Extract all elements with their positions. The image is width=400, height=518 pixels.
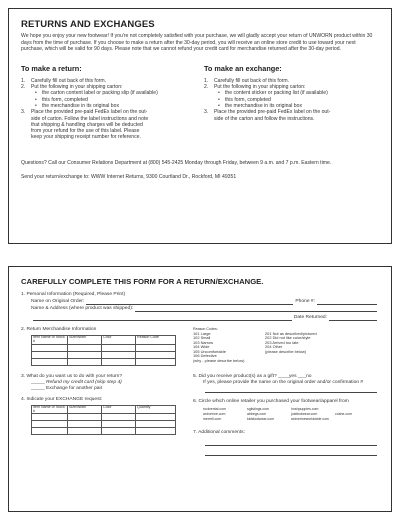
step-number: 3.	[204, 109, 209, 116]
step-text: Place the provided pre-paid FedEx label on the out-	[31, 109, 148, 116]
reason-codes-left	[193, 332, 265, 364]
retailer-option[interactable]: cushe.com	[335, 411, 352, 416]
step-item	[204, 116, 379, 122]
form-title: CAREFULLY COMPLETE THIS FORM FOR A RETURN/EXCHANGE.	[21, 277, 264, 286]
reason-code: 203 Arrived too late	[265, 339, 299, 345]
reason-code: (why - please describe below)	[193, 357, 245, 363]
table-header: Color	[102, 336, 136, 345]
step-number: 2.	[204, 84, 209, 91]
exchange-blank[interactable]: _____	[31, 386, 46, 392]
exchange-option-label: Exchange for another pair	[45, 386, 103, 392]
retailer-option[interactable]: sglistings.com	[247, 406, 269, 411]
step-bullet: •	[218, 90, 220, 97]
section-2-label: 2. Return Merchandise Information	[21, 327, 97, 333]
address-field-2[interactable]	[33, 316, 292, 321]
return-merch-table	[31, 335, 176, 366]
retailer-option[interactable]: kidsfootwear.com	[247, 416, 275, 421]
phone-field[interactable]	[317, 300, 377, 305]
retailer-option[interactable]: hushpuppies.com	[291, 406, 319, 411]
reason-codes-right	[265, 332, 317, 364]
table-header: Size/Width	[68, 336, 102, 345]
section-2-row	[21, 327, 379, 366]
name-label: Name on Original Order:	[31, 299, 85, 305]
step-number	[204, 116, 214, 122]
step-text: Carefully fill out back of this form.	[214, 77, 290, 84]
step-text: side of the carton and follow the instructions.	[214, 115, 315, 122]
table-header-row	[32, 336, 176, 345]
gift-info-row	[193, 388, 379, 393]
retailer-list	[193, 407, 379, 422]
step-number: 1.	[21, 77, 26, 84]
return-form-card	[8, 266, 392, 512]
step-text: Put the following in your shipping carton:	[31, 84, 123, 91]
step-number	[21, 134, 31, 140]
step-item	[21, 134, 196, 140]
reason-code: 102 Small	[193, 335, 211, 341]
step-text: Put the following in your shipping carton:	[214, 84, 306, 91]
step-text: the merchandise in its original box	[42, 102, 120, 109]
section-3-6-row	[21, 374, 379, 455]
step-text: this form, completed	[225, 96, 271, 103]
table-row[interactable]	[32, 428, 176, 435]
retailer-option[interactable]: abbegs.com	[247, 411, 267, 416]
retailer-option	[335, 417, 379, 422]
questions-block	[193, 374, 379, 455]
step-text: the content sticker or packing list (if available)	[225, 90, 328, 97]
reason-code: 204 Other	[265, 344, 283, 350]
returns-intro: We hope you enjoy your new footwear! If you're not completely satisfied with your purchase, we will gladly accept your return of UNWORN product within 30 days from the time of purchase. If you choose to make a return after the 30-day period, you will receive an online store credit to use toward your next purchase, which will be valid for 90 days. Please note that we cannot refund your credit card for merchandise returned after the 30-day period.	[21, 33, 373, 53]
table-row[interactable]	[32, 345, 176, 352]
reason-code: 104 Wide	[193, 344, 210, 350]
address-field[interactable]	[135, 307, 377, 312]
section-7-label: 7. Additional comments:	[193, 429, 245, 435]
refund-blank[interactable]: _____	[31, 380, 46, 386]
contact-info: Questions? Call our Consumer Relations Department at (800) 545-2425 Monday through Friday, between 9 a.m. and 7 p.m. Eastern time.	[21, 159, 332, 166]
step-number: 2.	[21, 84, 26, 91]
table-header-row	[32, 405, 176, 414]
step-bullet: •	[35, 96, 37, 103]
table-header: Quantity	[136, 405, 176, 414]
step-bullet: •	[35, 102, 37, 109]
returns-info-card	[8, 8, 392, 244]
instructions-columns	[21, 64, 379, 141]
table-header: Item Name or Stock #	[32, 336, 68, 345]
comments-row-2	[193, 451, 379, 456]
phone-label: Phone #:	[295, 299, 315, 305]
retailer-option[interactable]: rockrental.com	[203, 406, 226, 411]
exchange-block	[21, 374, 187, 455]
section-5-note: If yes, please provide the name on the original order and/or confirmation #	[203, 380, 364, 386]
table-row[interactable]	[32, 359, 176, 366]
returns-title: RETURNS AND EXCHANGES	[21, 19, 155, 30]
section-5-label: 5. Did you receive product(s) as a gift? ____yes ___no	[193, 374, 312, 380]
date-row	[21, 315, 379, 321]
refund-option-label: Refund my credit card (skip step 4)	[45, 380, 122, 386]
step-bullet: •	[218, 96, 220, 103]
step-text: keep your shipping receipt number for reference.	[31, 134, 141, 141]
date-label: Date Returned:	[293, 315, 327, 321]
step-text: that shipping & handling charges will be deducted	[31, 121, 143, 128]
table-row[interactable]	[32, 421, 176, 428]
gift-info-field[interactable]	[205, 388, 377, 393]
exchange-steps-list	[204, 78, 379, 122]
reason-codes-block	[193, 327, 379, 366]
section-6-label: 6. Circle which online retailer you purchased your footwear/apparel from	[193, 399, 349, 405]
table-header: Reason Code	[136, 336, 176, 345]
send-address: Send your return/exchange to: WWW Internet Returns, 9300 Courtland Dr., Rockford, MI 49351	[21, 174, 237, 181]
return-steps-list	[21, 78, 196, 141]
step-text: this form, completed	[42, 96, 88, 103]
reason-code: 105 Uncomfortable	[193, 348, 226, 354]
comments-row-1	[193, 441, 379, 446]
step-text: from your refund for the use of this label. Please	[31, 128, 140, 135]
step-number: 1.	[204, 77, 209, 84]
reason-code: 101 Large	[193, 330, 211, 336]
return-instructions	[21, 64, 196, 141]
table-row[interactable]	[32, 414, 176, 421]
exchange-option[interactable]	[21, 386, 187, 392]
section-1-label: 1. Personal Information (Required, Please Print)	[21, 292, 126, 297]
name-field[interactable]	[86, 300, 293, 305]
reason-code: (please describe below)	[265, 348, 307, 354]
comments-field[interactable]	[205, 441, 377, 446]
reason-codes-title: Reason Codes:	[193, 327, 218, 332]
date-field[interactable]	[329, 316, 377, 321]
table-header: Color	[102, 405, 136, 414]
reason-code: 202 Did not like color/style	[265, 335, 311, 341]
retailer-option[interactable]: wolverine.com	[203, 411, 226, 416]
step-bullet: •	[35, 90, 37, 97]
step-number: 3.	[21, 109, 26, 116]
table-row[interactable]	[32, 352, 176, 359]
section-4-label: 4. Indicate your EXCHANGE request:	[21, 396, 103, 402]
step-text: the merchandise in its original box	[225, 102, 303, 109]
exchange-table	[31, 405, 176, 436]
reason-code: 201 Not as described/pictured	[265, 330, 317, 336]
table-header: Size/Width	[68, 405, 102, 414]
step-bullet: •	[218, 102, 220, 109]
address-row	[21, 306, 379, 312]
reason-codes	[193, 332, 379, 364]
step-text: Carefully fill out back of this form.	[31, 77, 107, 84]
comments-field[interactable]	[205, 451, 377, 456]
step-text: side of carton. Follow the label instructions and note	[31, 115, 149, 122]
step-text: the carton content label or packing slip (if available)	[42, 90, 158, 97]
section-3-label: 3. What do you want us to do with your return?	[21, 374, 123, 380]
step-text: Place the provided pre-paid FedEx label on the out-	[214, 109, 331, 116]
exchange-heading: To make an exchange:	[204, 63, 282, 73]
retailer-option[interactable]: wolverineworldwide.com	[291, 416, 329, 421]
return-heading: To make a return:	[21, 63, 82, 73]
return-merch-block	[21, 327, 187, 366]
reason-code: 103 Narrow	[193, 339, 214, 345]
reason-code: 106 Defective	[193, 353, 217, 359]
retailer-option[interactable]: merrell.com	[203, 416, 222, 421]
table-header: Item Name or Stock #	[32, 405, 68, 414]
address-label: Name & Address (where product was shipped):	[31, 306, 134, 312]
retailer-option[interactable]: justfootwear.com	[291, 411, 318, 416]
exchange-instructions	[204, 64, 379, 141]
name-phone-row	[21, 299, 379, 305]
